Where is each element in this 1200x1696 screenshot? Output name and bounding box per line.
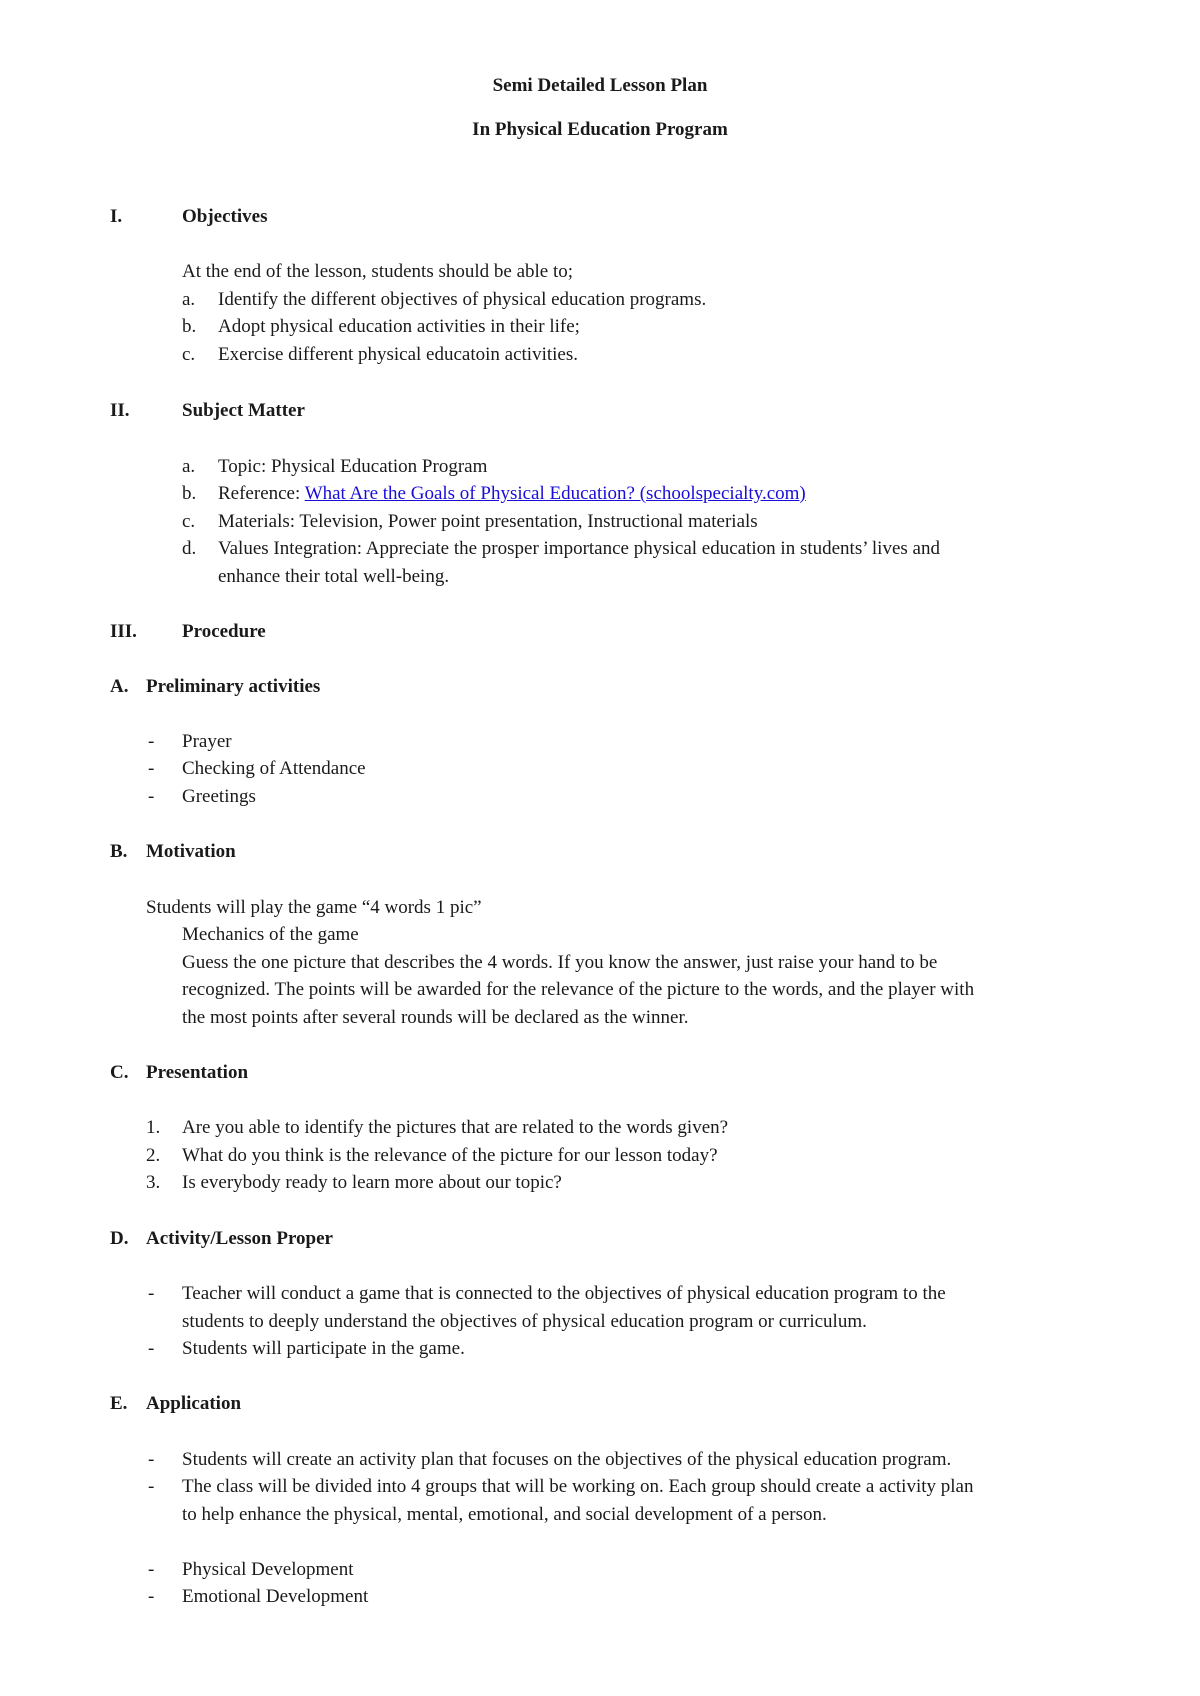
materials-item: Materials: Television, Power point presentation, Instructional materials bbox=[218, 511, 758, 532]
subsection-heading-motivation: Motivation bbox=[146, 841, 236, 862]
dash-bullet: - bbox=[148, 758, 155, 779]
motivation-text: recognized. The points will be awarded for the relevance of the picture to the words, and the player with bbox=[182, 979, 975, 1000]
list-item: Physical Development bbox=[182, 1559, 354, 1580]
subsection-heading-application: Application bbox=[146, 1393, 242, 1414]
list-marker: c. bbox=[182, 344, 196, 365]
subsection-heading-preliminary: Preliminary activities bbox=[146, 676, 321, 697]
dash-bullet: - bbox=[148, 1476, 155, 1497]
dash-bullet: - bbox=[148, 731, 155, 752]
topic-item: Topic: Physical Education Program bbox=[218, 456, 488, 477]
document-subtitle: In Physical Education Program bbox=[472, 119, 728, 140]
list-item: What do you think is the relevance of the picture for our lesson today? bbox=[182, 1145, 718, 1166]
values-item-line-2: enhance their total well-being. bbox=[218, 566, 450, 587]
list-item-continued: to help enhance the physical, mental, emotional, and social development of a person. bbox=[182, 1504, 827, 1525]
reference-item bbox=[218, 482, 806, 506]
list-marker: 1. bbox=[146, 1117, 161, 1138]
list-marker: a. bbox=[182, 289, 196, 310]
list-item: The class will be divided into 4 groups that will be working on. Each group should create a activity plan bbox=[182, 1476, 974, 1497]
list-item-continued: students to deeply understand the objectives of physical education program or curriculum. bbox=[182, 1311, 867, 1332]
reference-label: Reference: bbox=[218, 483, 305, 504]
dash-bullet: - bbox=[148, 786, 155, 807]
list-item: Emotional Development bbox=[182, 1586, 369, 1607]
list-item: Adopt physical education activities in their life; bbox=[218, 316, 580, 337]
list-marker: 2. bbox=[146, 1145, 161, 1166]
section-number: III. bbox=[110, 621, 137, 642]
list-item: Greetings bbox=[182, 786, 256, 807]
values-item-line-1: Values Integration: Appreciate the prosper importance physical education in students’ lives and bbox=[218, 538, 940, 559]
list-item: Exercise different physical educatoin activities. bbox=[218, 344, 578, 365]
subsection-marker: B. bbox=[110, 841, 128, 862]
list-marker: b. bbox=[182, 316, 197, 337]
list-item: Teacher will conduct a game that is connected to the objectives of physical education program to the bbox=[182, 1283, 946, 1304]
motivation-text: Mechanics of the game bbox=[182, 924, 359, 945]
section-number: I. bbox=[110, 206, 123, 227]
subsection-marker: A. bbox=[110, 676, 129, 697]
list-item: Identify the different objectives of physical education programs. bbox=[218, 289, 707, 310]
section-heading-objectives: Objectives bbox=[182, 206, 268, 227]
list-item: Students will create an activity plan that focuses on the objectives of the physical education program. bbox=[182, 1449, 952, 1470]
motivation-text: Students will play the game “4 words 1 pic” bbox=[146, 897, 482, 918]
dash-bullet: - bbox=[148, 1559, 155, 1580]
list-item: Checking of Attendance bbox=[182, 758, 366, 779]
subsection-marker: E. bbox=[110, 1393, 128, 1414]
list-marker: 3. bbox=[146, 1172, 161, 1193]
reference-link[interactable]: What Are the Goals of Physical Education? (schoolspecialty.com) bbox=[304, 483, 806, 504]
list-item: Prayer bbox=[182, 731, 232, 752]
subsection-marker: D. bbox=[110, 1228, 129, 1249]
list-item: Are you able to identify the pictures that are related to the words given? bbox=[182, 1117, 729, 1138]
list-marker: d. bbox=[182, 538, 197, 559]
list-marker: b. bbox=[182, 483, 197, 504]
dash-bullet: - bbox=[148, 1283, 155, 1304]
dash-bullet: - bbox=[148, 1338, 155, 1359]
objectives-intro: At the end of the lesson, students should be able to; bbox=[182, 261, 574, 282]
subsection-heading-activity: Activity/Lesson Proper bbox=[146, 1228, 333, 1249]
list-item: Is everybody ready to learn more about our topic? bbox=[182, 1172, 562, 1193]
motivation-text: the most points after several rounds will be declared as the winner. bbox=[182, 1007, 689, 1028]
list-marker: a. bbox=[182, 456, 196, 477]
list-marker: c. bbox=[182, 511, 196, 532]
subsection-marker: C. bbox=[110, 1062, 129, 1083]
section-heading-procedure: Procedure bbox=[182, 621, 266, 642]
section-heading-subject-matter: Subject Matter bbox=[182, 400, 305, 421]
subsection-heading-presentation: Presentation bbox=[146, 1062, 249, 1083]
motivation-text: Guess the one picture that describes the 4 words. If you know the answer, just raise your hand to be bbox=[182, 952, 938, 973]
section-number: II. bbox=[110, 400, 130, 421]
document-title: Semi Detailed Lesson Plan bbox=[492, 75, 708, 96]
dash-bullet: - bbox=[148, 1586, 155, 1607]
dash-bullet: - bbox=[148, 1449, 155, 1470]
list-item: Students will participate in the game. bbox=[182, 1338, 465, 1359]
